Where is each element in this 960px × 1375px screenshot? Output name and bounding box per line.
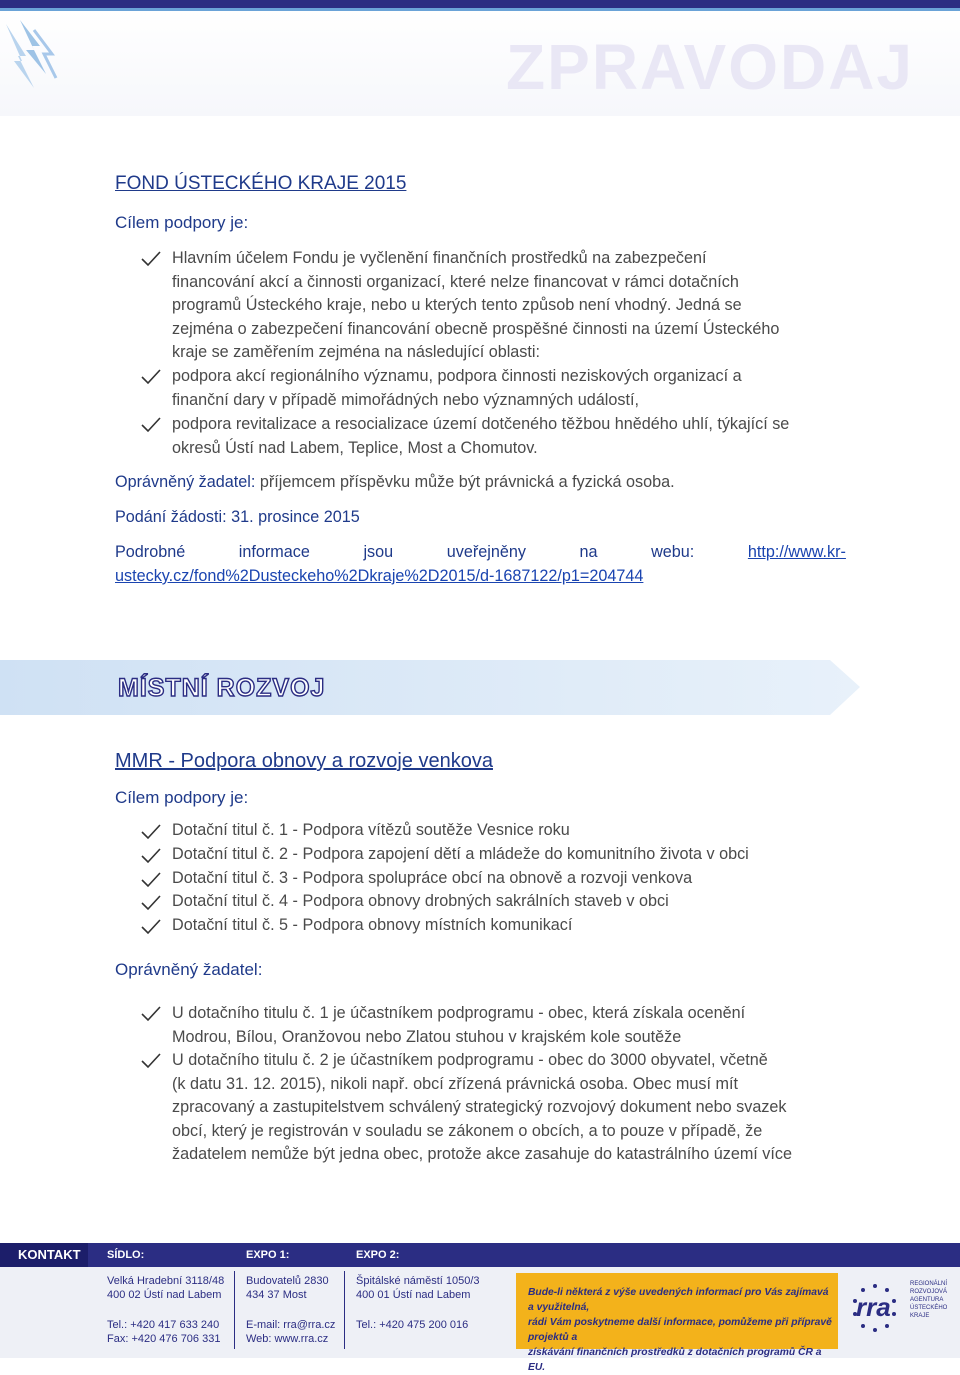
footer-line: Velká Hradební 3118/48 (107, 1275, 225, 1287)
fond-deadline-value: 31. prosince 2015 (231, 508, 360, 526)
logo-caption-line: REGIONÁLNÍ (910, 1281, 948, 1287)
footer-line: 400 01 Ústí nad Labem (356, 1289, 471, 1301)
footer-expo1-label: EXPO 1: (246, 1249, 290, 1261)
mmr-applicant-2-line: obcí, který je registrován v souladu se zákonem o obcích, a to pouze v případě, že (172, 1121, 763, 1140)
mmr-applicant-2-line: U dotačního titulu č. 2 je účastníkem podprogramu - obec do 3000 obyvatel, včetně (172, 1051, 768, 1069)
mmr-aim-label: Cílem podpory je: (115, 788, 249, 807)
fond-item-2-line: podpora akcí regionálního významu, podpora činnosti neziskových organizací a (172, 367, 742, 385)
section-title: MÍSTNÍ ROZVOJ (118, 674, 326, 702)
footer-line: Tel.: +420 475 200 016 (356, 1319, 469, 1331)
mmr-applicant-2 (172, 1049, 846, 1167)
mmr-applicant-1 (172, 1002, 846, 1049)
fond-item-1-line: kraje se zaměřením zejména na následující oblasti: (172, 343, 540, 361)
fond-item-1-line: Hlavním účelem Fondu je vyčlenění finančních prostředků na zabezpečení (172, 249, 707, 267)
footer-expo2-contact (356, 1318, 468, 1332)
fond-link-part-1[interactable]: http://www.kr- (747, 543, 846, 561)
info-word: informace (238, 543, 310, 561)
footer-line: Budovatelů 2830 (246, 1275, 329, 1287)
info-word: na (579, 543, 598, 561)
footer-kontakt-label: KONTAKT (0, 1243, 88, 1267)
mmr-title-item: Dotační titul č. 2 - Podpora zapojení dětí a mládeže do komunitního života v obci (172, 845, 749, 863)
footer-promo-text (528, 1285, 833, 1375)
logo-caption-line: AGENTURA (910, 1297, 944, 1303)
fond-item-3-line: okresů Ústí nad Labem, Teplice, Most a Chomutov. (172, 438, 538, 457)
fond-item-1-line: zejména o zabezpečení financování obecně prospěšné činnosti na území Ústeckého (172, 319, 780, 338)
footer-divider (344, 1271, 345, 1349)
fond-deadline-label: Podání žádosti: (115, 508, 227, 526)
mmr-title: MMR - Podpora obnovy a rozvoje venkova (115, 750, 493, 772)
fond-link-wrap (115, 567, 643, 586)
newsletter-brand: ZPRAVODAJ (506, 31, 914, 103)
footer-line: Špitálské náměstí 1050/3 (356, 1275, 480, 1287)
rra-logo-caption (910, 1280, 956, 1320)
fond-aim-label: Cílem podpory je: (115, 213, 249, 232)
fond-link-part-2[interactable]: ustecky.cz/fond%2Dusteckeho%2Dkraje%2D2015/d-1687122/p1=204744 (115, 567, 644, 585)
mmr-title-item: Dotační titul č. 1 - Podpora vítězů soutěže Vesnice roku (172, 821, 570, 839)
footer-line: 400 02 Ústí nad Labem (107, 1289, 222, 1301)
checkmark-icon (140, 894, 162, 912)
footer-promo-line: Bude-li některá z výše uvedených informací pro Vás zajímavá a využitelná, (528, 1287, 829, 1313)
fond-item-3-line: podpora revitalizace a resocializace území dotčeného těžbou hnědého uhlí, týkající se (172, 415, 790, 433)
footer-expo1-contact (246, 1318, 335, 1346)
checkmark-icon (140, 1052, 162, 1070)
mmr-applicant-2-line: zpracovaný a zastupitelstvem schválený strategický rozvojový dokument nebo svazek (172, 1098, 787, 1116)
fond-item-2 (172, 365, 846, 412)
checkmark-icon (140, 250, 162, 268)
footer-expo2-label: EXPO 2: (356, 1249, 400, 1261)
footer-line: Tel.: +420 417 633 240 (107, 1319, 220, 1331)
footer-sidlo-address (107, 1274, 224, 1302)
fond-title: FOND ÚSTECKÉHO KRAJE 2015 (115, 173, 407, 194)
mmr-applicant-1-line: U dotačního titulu č. 1 je účastníkem podprogramu - obec, která získala ocenění (172, 1004, 746, 1022)
fond-item-1-line: financování akcí a činnosti organizací, které nelze financovat v rámci dotačních (172, 272, 739, 291)
fond-info-line (115, 543, 846, 562)
footer-sidlo-label: SÍDLO: (107, 1249, 145, 1261)
mmr-title-item: Dotační titul č. 4 - Podpora obnovy drobných sakrálních staveb v obci (172, 892, 669, 910)
footer-web[interactable]: Web: www.rra.cz (246, 1333, 329, 1345)
mmr-applicant-2-line: žadatelem nemůže být jedna obec, protože akce zasahuje do katastrálního území více (172, 1145, 792, 1163)
checkmark-icon (140, 871, 162, 889)
fond-applicant-label: Oprávněný žadatel: (115, 473, 256, 491)
arrows-logo-icon (4, 16, 64, 96)
checkmark-icon (140, 416, 162, 434)
rra-logo-text: rra (856, 1292, 891, 1322)
fond-item-1-line: programů Ústeckého kraje, nebo u kterých tento způsob není vhodný. Jedná se (172, 296, 742, 314)
info-word: webu: (651, 543, 695, 561)
logo-caption-line: ÚSTECKÉHO KRAJE (910, 1305, 948, 1319)
logo-caption-line: ROZVOJOVÁ (910, 1289, 948, 1295)
top-accent-bar (0, 0, 960, 8)
info-word: uveřejněny (446, 543, 526, 561)
footer-expo2-address (356, 1274, 480, 1302)
checkmark-icon (140, 918, 162, 936)
footer-line: 434 37 Most (246, 1289, 307, 1301)
checkmark-icon (140, 847, 162, 865)
footer-divider (234, 1271, 235, 1349)
mmr-applicant-1-line: Modrou, Bílou, Oranžovou nebo Zlatou stuhou v krajském kole soutěže (172, 1027, 682, 1046)
footer-line: Fax: +420 476 706 331 (107, 1333, 221, 1345)
fond-item-1 (172, 247, 846, 365)
info-word: jsou (363, 543, 394, 561)
fond-applicant-text: příjemcem příspěvku může být právnická a fyzická osoba. (259, 473, 675, 491)
footer-promo-line: rádi Vám poskytneme další informace, pomůžeme při přípravě projektů a (528, 1317, 832, 1343)
checkmark-icon (140, 1005, 162, 1023)
fond-deadline (115, 508, 360, 527)
rra-logo (846, 1276, 956, 1346)
footer-email[interactable]: E-mail: rra@rra.cz (246, 1319, 336, 1331)
footer-promo-line: získávání finančních prostředků z dotačních programů ČR a EU. (528, 1347, 822, 1373)
info-word: Podrobné (115, 543, 186, 561)
fond-item-2-line: finanční dary v případě mimořádných nebo významných událostí, (172, 390, 639, 409)
footer-sidlo-contact (107, 1318, 220, 1346)
mmr-title-item: Dotační titul č. 5 - Podpora obnovy místních komunikací (172, 916, 573, 934)
mmr-applicant-2-line: (k datu 31. 12. 2015), nikoli např. obcí zřízená právnická osoba. Obec musí mít (172, 1074, 738, 1093)
fond-applicant (115, 473, 675, 492)
checkmark-icon (140, 823, 162, 841)
checkmark-icon (140, 368, 162, 386)
mmr-applicant-label: Oprávněný žadatel: (115, 960, 263, 979)
footer-expo1-address (246, 1274, 329, 1302)
fond-item-3 (172, 413, 846, 460)
mmr-title-item: Dotační titul č. 3 - Podpora spolupráce obcí na obnově a rozvoji venkova (172, 869, 693, 887)
